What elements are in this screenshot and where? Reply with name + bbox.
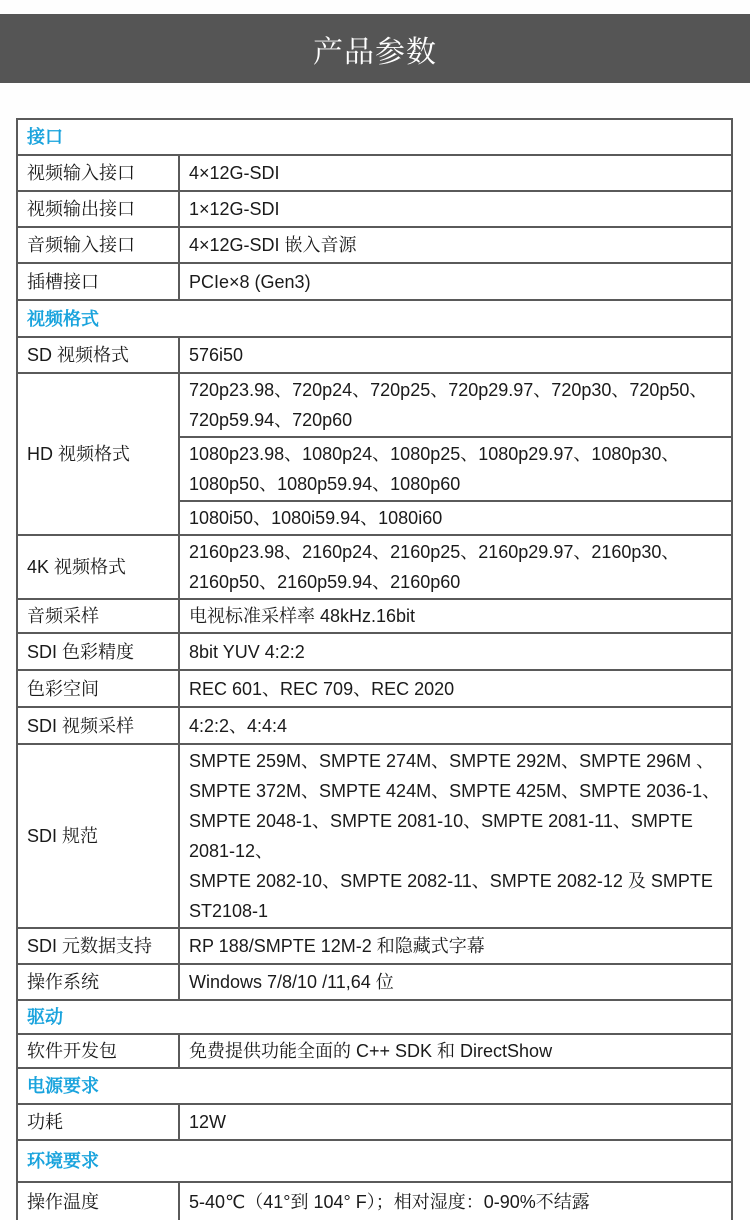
row-label: SDI 视频采样 [17, 707, 179, 744]
table-row [17, 633, 732, 670]
table-row [17, 155, 732, 191]
table-row [17, 337, 732, 373]
page-title-banner [0, 14, 750, 83]
row-value: 5-40℃（41°到 104° F）；相对湿度：0-90%不结露 [179, 1182, 732, 1220]
row-value: 12W [179, 1104, 732, 1140]
row-value: 免费提供功能全面的 C++ SDK 和 DirectShow [179, 1034, 732, 1068]
row-label: 功耗 [17, 1104, 179, 1140]
table-row [17, 599, 732, 633]
section-title-environment: 环境要求 [17, 1140, 732, 1182]
row-value-line: SMPTE 2082-10、SMPTE 2082-11、SMPTE 2082-12 及 SMPTE ST2108-1 [189, 871, 713, 921]
section-header-row [17, 300, 732, 337]
row-value: 2160p23.98、2160p24、2160p25、2160p29.97、2160p30、2160p50、2160p59.94、2160p60 [179, 535, 732, 599]
row-value: 576i50 [179, 337, 732, 373]
section-header-row [17, 1000, 732, 1034]
section-title-driver: 驱动 [17, 1000, 732, 1034]
row-label: 音频输入接口 [17, 227, 179, 263]
table-row [17, 707, 732, 744]
row-value: 4:2:2、4:4:4 [179, 707, 732, 744]
row-label: SDI 色彩精度 [17, 633, 179, 670]
row-value: 4×12G-SDI [179, 155, 732, 191]
row-value: 1080p23.98、1080p24、1080p25、1080p29.97、1080p30、1080p50、1080p59.94、1080p60 [179, 437, 732, 501]
row-value: 电视标准采样率 48kHz.16bit [179, 599, 732, 633]
table-row [17, 1104, 732, 1140]
row-label: SD 视频格式 [17, 337, 179, 373]
section-title-power: 电源要求 [17, 1068, 732, 1104]
section-header-row [17, 1140, 732, 1182]
row-label: 操作系统 [17, 964, 179, 1000]
section-header-row [17, 119, 732, 155]
row-label: 视频输出接口 [17, 191, 179, 227]
row-value [179, 744, 732, 928]
page-title: 产品参数 [313, 35, 437, 69]
row-label: 操作温度 [17, 1182, 179, 1220]
table-row [17, 263, 732, 300]
table-row [17, 744, 732, 928]
row-label: 4K 视频格式 [17, 535, 179, 599]
row-value: REC 601、REC 709、REC 2020 [179, 670, 732, 707]
section-title-interface: 接口 [17, 119, 732, 155]
row-value: 1080i50、1080i59.94、1080i60 [179, 501, 732, 535]
row-value: 8bit YUV 4:2:2 [179, 633, 732, 670]
spec-table [16, 118, 733, 1220]
table-row [17, 191, 732, 227]
row-label: SDI 规范 [17, 744, 179, 928]
table-row [17, 1182, 732, 1220]
row-value-line: SMPTE 259M、SMPTE 274M、SMPTE 292M、SMPTE 296M 、SMPTE 372M、SMPTE 424M、SMPTE 425M、SMPTE 2036-1、SMPTE 2048-1、SMPTE 2081-10、SMPTE 2081-11、SMPTE 2081-12、 [189, 751, 721, 861]
table-row [17, 964, 732, 1000]
section-header-row [17, 1068, 732, 1104]
table-row [17, 928, 732, 964]
row-label: 音频采样 [17, 599, 179, 633]
row-value: 1×12G-SDI [179, 191, 732, 227]
table-row [17, 535, 732, 599]
row-value: PCIe×8 (Gen3) [179, 263, 732, 300]
row-label: SDI 元数据支持 [17, 928, 179, 964]
table-row [17, 1034, 732, 1068]
row-label: HD 视频格式 [17, 373, 179, 535]
table-row [17, 373, 732, 437]
row-value: Windows 7/8/10 /11,64 位 [179, 964, 732, 1000]
row-label: 插槽接口 [17, 263, 179, 300]
row-value: 720p23.98、720p24、720p25、720p29.97、720p30、720p50、720p59.94、720p60 [179, 373, 732, 437]
row-label: 软件开发包 [17, 1034, 179, 1068]
row-label: 视频输入接口 [17, 155, 179, 191]
section-title-video-format: 视频格式 [17, 300, 732, 337]
row-value: RP 188/SMPTE 12M-2 和隐藏式字幕 [179, 928, 732, 964]
row-value: 4×12G-SDI 嵌入音源 [179, 227, 732, 263]
table-row [17, 670, 732, 707]
row-label: 色彩空间 [17, 670, 179, 707]
table-row [17, 227, 732, 263]
